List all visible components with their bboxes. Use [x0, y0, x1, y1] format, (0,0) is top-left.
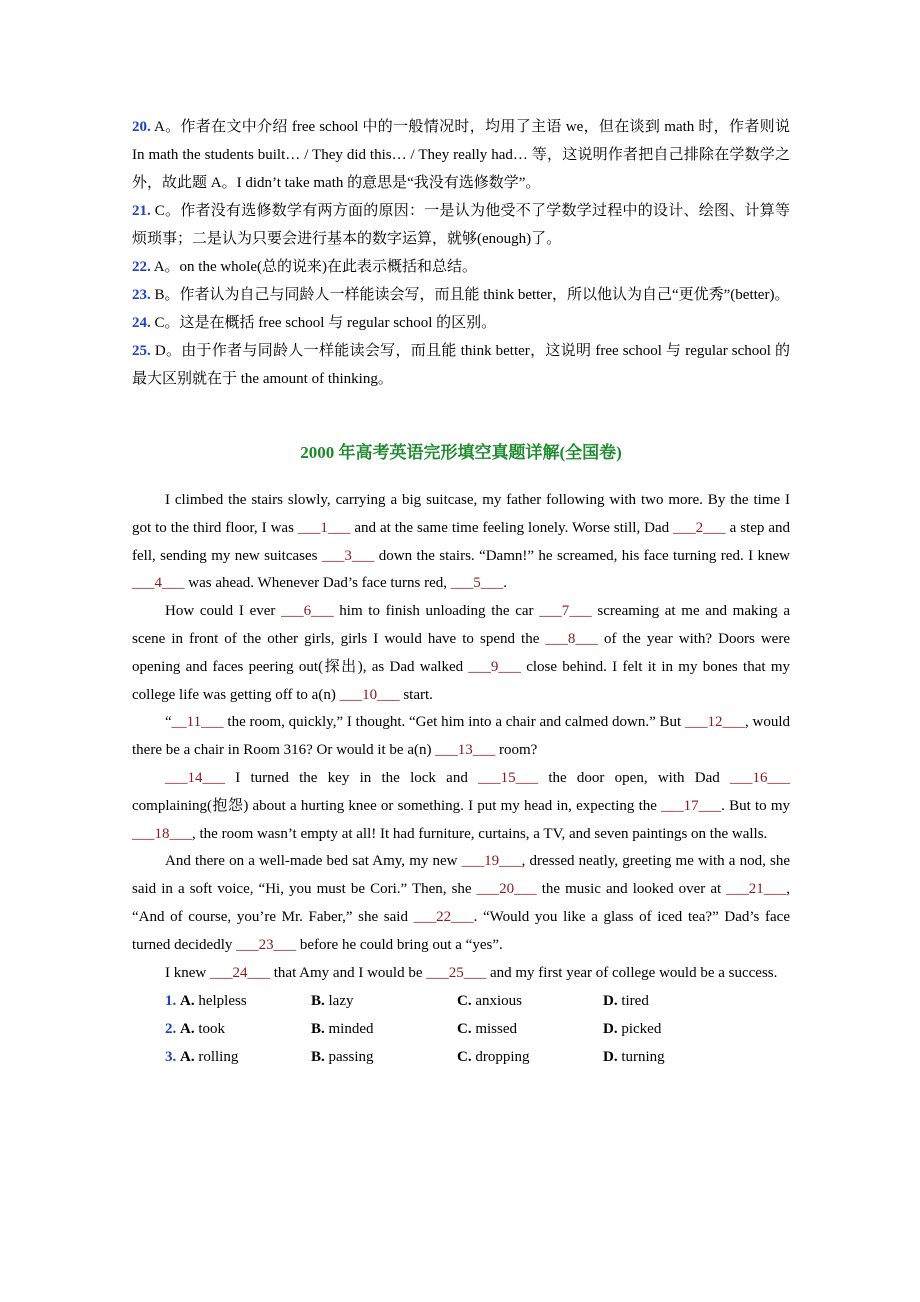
option-b	[311, 987, 457, 1015]
passage-paragraph-6	[132, 960, 790, 988]
answer-text: C。作者没有选修数学有两方面的原因：一是认为他受不了学数学过程中的设计、绘图、计算等烦琐事；二是认为只要会进行基本的数字运算，就够(enough)了。	[132, 203, 790, 247]
passage-text: complaining(抱怨) about a hurting knee or something. I put my head in, expecting the	[132, 797, 662, 814]
option-letter: C.	[457, 1021, 472, 1038]
option-text: took	[198, 1021, 226, 1038]
passage-text: . “Would you like a glass of iced tea?” Dad’s face turned decidedly	[132, 908, 790, 953]
answer-20	[132, 113, 790, 197]
passage-text: , dressed neatly, greeting me with a nod, she said in a soft voice, “Hi, you must be Cori.” Then, she	[132, 853, 790, 898]
blank-16: ___16___	[730, 769, 790, 786]
option-text: rolling	[198, 1049, 239, 1066]
question-number: 2.	[165, 1021, 177, 1038]
passage-text: of the year with? Doors were opening and faces peering out(探出), as Dad walked	[132, 630, 790, 675]
passage-text: before he could bring out a “yes”.	[296, 936, 503, 953]
blank-9: ___9___	[468, 658, 521, 675]
passage-text: .	[503, 575, 508, 592]
answer-number: 24.	[132, 315, 151, 331]
blank-13: ___13___	[435, 742, 496, 759]
answer-number: 23.	[132, 287, 151, 303]
passage-text: down the stairs. “Damn!” he screamed, his face turning red. I knew	[374, 547, 790, 564]
blank-21: ___21___	[726, 881, 787, 898]
answer-number: 20.	[132, 119, 151, 135]
option-letter: B.	[311, 1049, 325, 1066]
passage-text: How could I ever	[165, 603, 282, 620]
answer-22	[132, 253, 790, 281]
passage-text: “	[165, 714, 172, 731]
blank-12: ___12___	[684, 714, 745, 731]
blank-3: ___3___	[321, 547, 375, 564]
passage-text: I turned the key in the lock and	[225, 769, 479, 786]
blank-23: ___23___	[236, 936, 297, 953]
passage-text: room?	[495, 742, 538, 759]
answer-25	[132, 337, 790, 393]
option-text: missed	[475, 1021, 518, 1038]
passage-text: him to finish unloading the car	[333, 603, 540, 620]
answer-23	[132, 281, 790, 309]
answer-number: 22.	[132, 259, 151, 275]
option-letter: A.	[180, 1021, 195, 1038]
passage-text: and my first year of college would be a success.	[486, 964, 778, 981]
option-letter: C.	[457, 1049, 472, 1066]
option-a	[165, 987, 311, 1015]
option-letter: A.	[180, 1049, 195, 1066]
options-list	[132, 987, 790, 1071]
blank-4: ___4___	[132, 575, 185, 592]
option-text: passing	[328, 1049, 374, 1066]
blank-14: ___14___	[165, 769, 225, 786]
blank-1: ___1___	[297, 519, 351, 536]
passage-text: I climbed the stairs slowly, carrying a big suitcase, my father following with two more. By the time I got to the third floor, I was	[132, 492, 790, 536]
document-page	[132, 113, 790, 1071]
option-text: minded	[328, 1021, 374, 1038]
option-row-3	[132, 1043, 790, 1071]
passage-paragraph-1	[132, 487, 790, 598]
passage-paragraph-3	[132, 709, 790, 765]
passage-paragraph-5	[132, 848, 790, 959]
option-letter: D.	[603, 1021, 618, 1038]
option-text: helpless	[198, 993, 247, 1010]
blank-22: ___22___	[413, 908, 474, 925]
answer-text: A。作者在文中介绍 free school 中的一般情况时，均用了主语 we，但在谈到 math 时，作者则说 In math the students built… / They did this… / They really had… 等，这说明作者把自己排除在学数学之外，故此题 A。I didn’t take math 的意思是“我没有选修数学”。	[132, 119, 790, 191]
blank-6: ___6___	[281, 603, 334, 620]
answer-text: A。on the whole(总的说来)在此表示概括和总结。	[153, 259, 477, 275]
option-letter: D.	[603, 993, 618, 1010]
option-a	[165, 1015, 311, 1043]
option-text: turning	[621, 1049, 665, 1066]
blank-17: ___17___	[661, 797, 722, 814]
option-text: lazy	[328, 993, 354, 1010]
section-title: 2000 年高考英语完形填空真题详解(全国卷)	[300, 443, 622, 462]
option-b	[311, 1043, 457, 1071]
answer-text: D。由于作者与同龄人一样能读会写，而且能 think better，这说明 free school 与 regular school 的最大区别就在于 the amount of thinking。	[132, 343, 791, 387]
blank-20: ___20___	[476, 881, 537, 898]
option-c	[457, 987, 603, 1015]
blank-8: ___8___	[545, 630, 598, 647]
passage-text: . But to my	[721, 797, 790, 814]
passage-text: , the room wasn’t empty at all! It had furniture, curtains, a TV, and seven paintings on the walls.	[192, 825, 768, 842]
passage-text: and at the same time feeling lonely. Worse still, Dad	[350, 519, 674, 536]
option-c	[457, 1043, 603, 1071]
blank-18: ___18___	[132, 825, 192, 842]
passage-text: the door open, with Dad	[538, 769, 730, 786]
passage-text: a step and fell, sending my new suitcases	[132, 519, 790, 564]
option-c	[457, 1015, 603, 1043]
blank-25: ___25___	[426, 964, 487, 981]
option-letter: C.	[457, 993, 472, 1010]
passage-text: , would there be a chair in Room 316? Or would it be a(n)	[132, 714, 791, 759]
question-number: 3.	[165, 1049, 177, 1066]
passage-paragraph-2	[132, 598, 790, 709]
passage-text: the music and looked over at	[536, 881, 727, 898]
answer-21	[132, 197, 790, 253]
option-row-2	[132, 1015, 790, 1043]
answer-text: B。作者认为自己与同龄人一样能读会写，而且能 think better，所以他认为自己“更优秀”(better)。	[154, 287, 790, 303]
answer-text: C。这是在概括 free school 与 regular school 的区别。	[154, 315, 497, 331]
passage-text: start.	[399, 686, 433, 703]
blank-7: ___7___	[539, 603, 592, 620]
answer-number: 21.	[132, 203, 151, 219]
passage-text: , “And of course, you’re Mr. Faber,” she said	[132, 881, 791, 925]
option-b	[311, 1015, 457, 1043]
option-d	[603, 1015, 749, 1043]
passage-text: screaming at me and making a scene in front of the other girls, girls I would have to spend the	[132, 603, 790, 647]
option-letter: B.	[311, 993, 325, 1010]
answer-number: 25.	[132, 343, 151, 359]
blank-24: ___24___	[210, 964, 270, 981]
passage-text: And there on a well-made bed sat Amy, my new	[165, 853, 462, 870]
option-row-1	[132, 987, 790, 1015]
option-text: dropping	[475, 1049, 530, 1066]
question-number: 1.	[165, 993, 177, 1010]
answer-24	[132, 309, 790, 337]
passage-text: that Amy and I would be	[270, 964, 427, 981]
passage-text: was ahead. Whenever Dad’s face turns red,	[184, 575, 451, 592]
option-letter: A.	[180, 993, 195, 1010]
passage-text: I knew	[165, 964, 210, 981]
passage-paragraph-4	[132, 765, 790, 848]
blank-19: ___19___	[461, 853, 522, 870]
option-d	[603, 987, 749, 1015]
option-text: picked	[621, 1021, 662, 1038]
blank-2: ___2___	[673, 519, 726, 536]
option-d	[603, 1043, 749, 1071]
passage-text: close behind. I felt it in my bones that my college life was getting off to a(n)	[132, 658, 790, 703]
option-text: tired	[621, 993, 649, 1010]
passage-text: the room, quickly,” I thought. “Get him into a chair and calmed down.” But	[223, 714, 685, 731]
option-a	[165, 1043, 311, 1071]
blank-15: ___15___	[478, 769, 539, 786]
option-letter: D.	[603, 1049, 618, 1066]
option-letter: B.	[311, 1021, 325, 1038]
blank-11: __11___	[171, 714, 224, 731]
blank-10: ___10___	[339, 686, 400, 703]
blank-5: ___5___	[450, 575, 504, 592]
option-text: anxious	[475, 993, 523, 1010]
